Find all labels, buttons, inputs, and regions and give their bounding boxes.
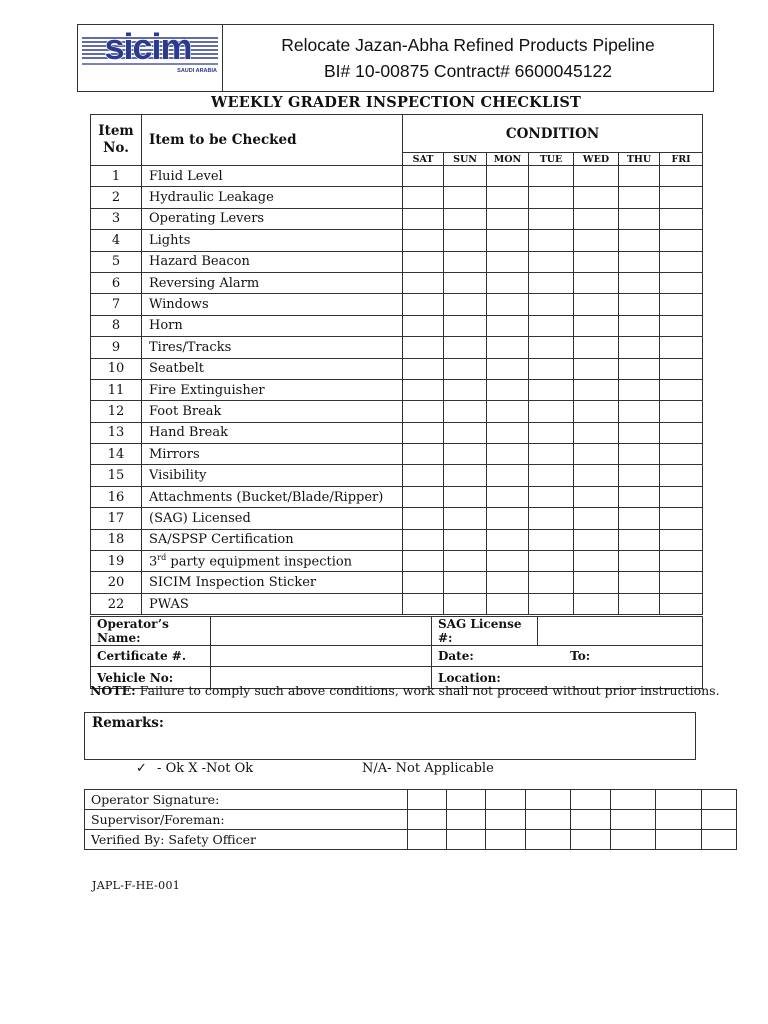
day-header-sat: SAT bbox=[403, 153, 444, 166]
signature-cell[interactable] bbox=[611, 810, 656, 830]
item-number: 4 bbox=[91, 230, 142, 251]
condition-cell-sat[interactable] bbox=[403, 251, 444, 272]
checklist-row bbox=[91, 422, 703, 443]
condition-cell-fri[interactable] bbox=[660, 187, 703, 208]
signature-cell[interactable] bbox=[656, 790, 702, 810]
item-name-superscript: rd bbox=[157, 553, 167, 563]
condition-cell-sun[interactable] bbox=[444, 508, 487, 529]
checklist-row bbox=[91, 486, 703, 507]
condition-cell-sat[interactable] bbox=[403, 294, 444, 315]
condition-cell-fri[interactable] bbox=[660, 572, 703, 593]
checklist-row bbox=[91, 401, 703, 422]
condition-cell-tue[interactable] bbox=[529, 337, 574, 358]
item-name: Hydraulic Leakage bbox=[142, 187, 403, 208]
condition-cell-thu[interactable] bbox=[619, 315, 660, 336]
checklist-row bbox=[91, 230, 703, 251]
condition-cell-sun[interactable] bbox=[444, 379, 487, 400]
item-name: (SAG) Licensed bbox=[142, 508, 403, 529]
item-name: Seatbelt bbox=[142, 358, 403, 379]
condition-cell-sun[interactable] bbox=[444, 208, 487, 229]
contract-number: BI# 10-00875 Contract# 6600045122 bbox=[323, 61, 612, 81]
condition-cell-sun[interactable] bbox=[444, 551, 487, 572]
item-name: Windows bbox=[142, 294, 403, 315]
condition-cell-thu[interactable] bbox=[619, 486, 660, 507]
condition-cell-mon[interactable] bbox=[487, 551, 529, 572]
operator-name-field[interactable] bbox=[211, 617, 432, 646]
signature-cell[interactable] bbox=[486, 810, 526, 830]
condition-cell-wed[interactable] bbox=[574, 379, 619, 400]
condition-cell-fri[interactable] bbox=[660, 294, 703, 315]
checklist-row bbox=[91, 465, 703, 486]
remarks-box[interactable] bbox=[84, 712, 696, 760]
condition-cell-tue[interactable] bbox=[529, 401, 574, 422]
condition-cell-fri[interactable] bbox=[660, 529, 703, 550]
item-name bbox=[142, 551, 403, 572]
condition-cell-fri[interactable] bbox=[660, 422, 703, 443]
day-header-tue: TUE bbox=[529, 153, 574, 166]
condition-cell-sun[interactable] bbox=[444, 572, 487, 593]
condition-cell-mon[interactable] bbox=[487, 166, 529, 187]
condition-cell-fri[interactable] bbox=[660, 379, 703, 400]
checklist-row bbox=[91, 593, 703, 614]
condition-cell-wed[interactable] bbox=[574, 187, 619, 208]
condition-cell-mon[interactable] bbox=[487, 358, 529, 379]
item-name: Attachments (Bucket/Blade/Ripper) bbox=[142, 486, 403, 507]
condition-cell-mon[interactable] bbox=[487, 251, 529, 272]
condition-cell-wed[interactable] bbox=[574, 401, 619, 422]
item-name: Lights bbox=[142, 230, 403, 251]
signature-cell[interactable] bbox=[571, 810, 611, 830]
condition-cell-thu[interactable] bbox=[619, 272, 660, 293]
condition-cell-fri[interactable] bbox=[660, 551, 703, 572]
operator-name-label: Operator’s Name: bbox=[91, 617, 211, 646]
condition-cell-wed[interactable] bbox=[574, 422, 619, 443]
condition-cell-wed[interactable] bbox=[574, 444, 619, 465]
condition-cell-wed[interactable] bbox=[574, 315, 619, 336]
item-name-rest: party equipment inspection bbox=[166, 554, 353, 570]
day-header-wed: WED bbox=[574, 153, 619, 166]
item-number: 14 bbox=[91, 444, 142, 465]
condition-cell-sun[interactable] bbox=[444, 529, 487, 550]
signature-row bbox=[85, 790, 737, 810]
condition-cell-sun[interactable] bbox=[444, 593, 487, 614]
condition-cell-mon[interactable] bbox=[487, 422, 529, 443]
signature-label: Supervisor/Foreman: bbox=[85, 810, 408, 830]
condition-cell-mon[interactable] bbox=[487, 294, 529, 315]
condition-cell-thu[interactable] bbox=[619, 208, 660, 229]
condition-cell-mon[interactable] bbox=[487, 315, 529, 336]
vehicle-no-label: Vehicle No: bbox=[91, 667, 211, 688]
checklist-row bbox=[91, 379, 703, 400]
checklist-row bbox=[91, 529, 703, 550]
condition-cell-sun[interactable] bbox=[444, 465, 487, 486]
legend-na: N/A- Not Applicable bbox=[362, 761, 494, 776]
item-name: Visibility bbox=[142, 465, 403, 486]
condition-cell-thu[interactable] bbox=[619, 379, 660, 400]
condition-cell-sat[interactable] bbox=[403, 379, 444, 400]
checklist-row bbox=[91, 166, 703, 187]
signature-cell[interactable] bbox=[526, 790, 571, 810]
item-number: 19 bbox=[91, 551, 142, 572]
item-name: SA/SPSP Certification bbox=[142, 529, 403, 550]
condition-cell-sat[interactable] bbox=[403, 166, 444, 187]
condition-cell-tue[interactable] bbox=[529, 315, 574, 336]
checklist-title: WEEKLY GRADER INSPECTION CHECKLIST bbox=[210, 94, 582, 111]
condition-cell-sun[interactable] bbox=[444, 444, 487, 465]
item-name: Foot Break bbox=[142, 401, 403, 422]
item-number: 2 bbox=[91, 187, 142, 208]
condition-cell-sat[interactable] bbox=[403, 508, 444, 529]
condition-cell-sun[interactable] bbox=[444, 187, 487, 208]
condition-cell-wed[interactable] bbox=[574, 486, 619, 507]
checklist-row bbox=[91, 272, 703, 293]
signature-cell[interactable] bbox=[611, 830, 656, 850]
condition-cell-tue[interactable] bbox=[529, 465, 574, 486]
condition-cell-sat[interactable] bbox=[403, 422, 444, 443]
project-title: Relocate Jazan-Abha Refined Products Pipeline bbox=[281, 35, 655, 55]
item-name: Fire Extinguisher bbox=[142, 379, 403, 400]
condition-cell-wed[interactable] bbox=[574, 272, 619, 293]
condition-cell-sun[interactable] bbox=[444, 358, 487, 379]
item-number: 7 bbox=[91, 294, 142, 315]
condition-cell-tue[interactable] bbox=[529, 551, 574, 572]
condition-cell-sat[interactable] bbox=[403, 230, 444, 251]
condition-cell-fri[interactable] bbox=[660, 315, 703, 336]
condition-cell-tue[interactable] bbox=[529, 166, 574, 187]
condition-cell-wed[interactable] bbox=[574, 465, 619, 486]
condition-cell-tue[interactable] bbox=[529, 187, 574, 208]
checklist-row bbox=[91, 508, 703, 529]
condition-cell-mon[interactable] bbox=[487, 465, 529, 486]
to-label: To: bbox=[570, 649, 591, 664]
date-label: Date: bbox=[438, 649, 474, 664]
note-text bbox=[90, 683, 720, 698]
condition-cell-sat[interactable] bbox=[403, 401, 444, 422]
condition-cell-sun[interactable] bbox=[444, 272, 487, 293]
condition-cell-tue[interactable] bbox=[529, 358, 574, 379]
condition-cell-wed[interactable] bbox=[574, 166, 619, 187]
condition-cell-sat[interactable] bbox=[403, 272, 444, 293]
day-header-mon: MON bbox=[487, 153, 529, 166]
condition-cell-sat[interactable] bbox=[403, 187, 444, 208]
condition-cell-tue[interactable] bbox=[529, 593, 574, 614]
signature-cell[interactable] bbox=[447, 830, 486, 850]
signature-body bbox=[85, 790, 737, 850]
condition-cell-sat[interactable] bbox=[403, 358, 444, 379]
checkmark-icon: ✓ bbox=[136, 761, 147, 776]
condition-cell-thu[interactable] bbox=[619, 551, 660, 572]
document-header bbox=[77, 24, 714, 92]
condition-cell-sun[interactable] bbox=[444, 166, 487, 187]
condition-cell-fri[interactable] bbox=[660, 593, 703, 614]
condition-cell-wed[interactable] bbox=[574, 337, 619, 358]
condition-cell-wed[interactable] bbox=[574, 251, 619, 272]
item-number: 8 bbox=[91, 315, 142, 336]
location-label: Location: bbox=[438, 670, 501, 685]
signature-cell[interactable] bbox=[571, 790, 611, 810]
certificate-label: Certificate #. bbox=[91, 646, 211, 667]
checklist-row bbox=[91, 358, 703, 379]
condition-cell-thu[interactable] bbox=[619, 465, 660, 486]
condition-cell-mon[interactable] bbox=[487, 187, 529, 208]
signature-cell[interactable] bbox=[656, 830, 702, 850]
condition-cell-sat[interactable] bbox=[403, 529, 444, 550]
checklist-body bbox=[91, 166, 703, 615]
item-number: 20 bbox=[91, 572, 142, 593]
condition-cell-sun[interactable] bbox=[444, 315, 487, 336]
item-name: Fluid Level bbox=[142, 166, 403, 187]
item-name: SICIM Inspection Sticker bbox=[142, 572, 403, 593]
note-body: Failure to comply such above conditions, work shall not proceed without prior instructions. bbox=[135, 683, 720, 698]
day-header-thu: THU bbox=[619, 153, 660, 166]
legend-ok bbox=[136, 761, 253, 776]
sicim-logo-icon bbox=[78, 25, 222, 91]
condition-cell-wed[interactable] bbox=[574, 294, 619, 315]
condition-cell-fri[interactable] bbox=[660, 444, 703, 465]
condition-cell-fri[interactable] bbox=[660, 401, 703, 422]
item-name-part: 3 bbox=[149, 554, 158, 570]
remarks-label: Remarks: bbox=[92, 715, 164, 731]
checklist-row bbox=[91, 572, 703, 593]
checklist-row bbox=[91, 337, 703, 358]
condition-cell-fri[interactable] bbox=[660, 358, 703, 379]
checklist-row bbox=[91, 208, 703, 229]
signature-label: Verified By: Safety Officer bbox=[85, 830, 408, 850]
condition-cell-wed[interactable] bbox=[574, 551, 619, 572]
signature-cell[interactable] bbox=[408, 810, 447, 830]
checklist-row bbox=[91, 294, 703, 315]
condition-cell-thu[interactable] bbox=[619, 422, 660, 443]
condition-cell-mon[interactable] bbox=[487, 230, 529, 251]
condition-cell-wed[interactable] bbox=[574, 529, 619, 550]
item-number: 18 bbox=[91, 529, 142, 550]
item-name: Reversing Alarm bbox=[142, 272, 403, 293]
signature-label: Operator Signature: bbox=[85, 790, 408, 810]
signature-cell[interactable] bbox=[447, 790, 486, 810]
condition-cell-fri[interactable] bbox=[660, 272, 703, 293]
operator-info-table bbox=[90, 616, 703, 689]
condition-cell-wed[interactable] bbox=[574, 208, 619, 229]
sag-license-field[interactable] bbox=[538, 617, 703, 646]
condition-cell-mon[interactable] bbox=[487, 529, 529, 550]
condition-cell-thu[interactable] bbox=[619, 508, 660, 529]
condition-cell-thu[interactable] bbox=[619, 166, 660, 187]
day-header-sun: SUN bbox=[444, 153, 487, 166]
item-number: 6 bbox=[91, 272, 142, 293]
condition-cell-fri[interactable] bbox=[660, 208, 703, 229]
signature-cell[interactable] bbox=[486, 790, 526, 810]
condition-cell-sat[interactable] bbox=[403, 337, 444, 358]
condition-cell-mon[interactable] bbox=[487, 572, 529, 593]
condition-cell-thu[interactable] bbox=[619, 572, 660, 593]
condition-cell-wed[interactable] bbox=[574, 593, 619, 614]
condition-cell-thu[interactable] bbox=[619, 187, 660, 208]
condition-cell-mon[interactable] bbox=[487, 379, 529, 400]
condition-cell-thu[interactable] bbox=[619, 251, 660, 272]
signature-cell[interactable] bbox=[486, 830, 526, 850]
item-number: 22 bbox=[91, 593, 142, 614]
checklist-row bbox=[91, 444, 703, 465]
condition-cell-mon[interactable] bbox=[487, 401, 529, 422]
signature-cell[interactable] bbox=[702, 790, 737, 810]
condition-cell-thu[interactable] bbox=[619, 230, 660, 251]
condition-cell-sun[interactable] bbox=[444, 337, 487, 358]
signature-cell[interactable] bbox=[526, 810, 571, 830]
condition-cell-tue[interactable] bbox=[529, 508, 574, 529]
condition-cell-sat[interactable] bbox=[403, 572, 444, 593]
item-number: 13 bbox=[91, 422, 142, 443]
condition-cell-sat[interactable] bbox=[403, 444, 444, 465]
condition-cell-tue[interactable] bbox=[529, 422, 574, 443]
condition-cell-fri[interactable] bbox=[660, 337, 703, 358]
condition-cell-thu[interactable] bbox=[619, 444, 660, 465]
item-name: Hand Break bbox=[142, 422, 403, 443]
signature-row bbox=[85, 830, 737, 850]
project-title-block bbox=[223, 25, 713, 91]
date-field[interactable] bbox=[432, 646, 703, 667]
checklist-row bbox=[91, 315, 703, 336]
condition-cell-tue[interactable] bbox=[529, 272, 574, 293]
condition-cell-sat[interactable] bbox=[403, 465, 444, 486]
condition-cell-sat[interactable] bbox=[403, 551, 444, 572]
condition-cell-fri[interactable] bbox=[660, 251, 703, 272]
condition-cell-mon[interactable] bbox=[487, 337, 529, 358]
signature-cell[interactable] bbox=[526, 830, 571, 850]
signature-cell[interactable] bbox=[408, 830, 447, 850]
condition-cell-sat[interactable] bbox=[403, 315, 444, 336]
condition-cell-fri[interactable] bbox=[660, 166, 703, 187]
item-number: 11 bbox=[91, 379, 142, 400]
item-number: 12 bbox=[91, 401, 142, 422]
item-number: 3 bbox=[91, 208, 142, 229]
inspection-checklist-table bbox=[90, 114, 703, 615]
signature-cell[interactable] bbox=[702, 830, 737, 850]
condition-cell-mon[interactable] bbox=[487, 444, 529, 465]
item-name: Operating Levers bbox=[142, 208, 403, 229]
item-number: 10 bbox=[91, 358, 142, 379]
item-number: 5 bbox=[91, 251, 142, 272]
condition-cell-mon[interactable] bbox=[487, 593, 529, 614]
item-number: 15 bbox=[91, 465, 142, 486]
condition-cell-sun[interactable] bbox=[444, 401, 487, 422]
signature-cell[interactable] bbox=[702, 810, 737, 830]
condition-cell-sun[interactable] bbox=[444, 230, 487, 251]
signature-cell[interactable] bbox=[611, 790, 656, 810]
condition-cell-fri[interactable] bbox=[660, 508, 703, 529]
day-header-fri: FRI bbox=[660, 153, 703, 166]
condition-cell-sat[interactable] bbox=[403, 208, 444, 229]
note-label: NOTE: bbox=[90, 683, 136, 698]
condition-cell-sat[interactable] bbox=[403, 486, 444, 507]
condition-cell-thu[interactable] bbox=[619, 529, 660, 550]
condition-cell-wed[interactable] bbox=[574, 572, 619, 593]
condition-header: CONDITION bbox=[403, 115, 703, 153]
item-name: Horn bbox=[142, 315, 403, 336]
condition-cell-tue[interactable] bbox=[529, 486, 574, 507]
condition-cell-thu[interactable] bbox=[619, 401, 660, 422]
condition-cell-sun[interactable] bbox=[444, 486, 487, 507]
condition-cell-tue[interactable] bbox=[529, 444, 574, 465]
certificate-field[interactable] bbox=[211, 646, 432, 667]
company-logo bbox=[78, 25, 223, 91]
signature-cell[interactable] bbox=[408, 790, 447, 810]
condition-cell-fri[interactable] bbox=[660, 230, 703, 251]
condition-cell-thu[interactable] bbox=[619, 593, 660, 614]
item-number: 1 bbox=[91, 166, 142, 187]
item-no-header: Item No. bbox=[91, 115, 142, 166]
signature-cell[interactable] bbox=[447, 810, 486, 830]
form-code: JAPL-F-HE-001 bbox=[92, 879, 181, 892]
item-name: Hazard Beacon bbox=[142, 251, 403, 272]
condition-cell-thu[interactable] bbox=[619, 337, 660, 358]
condition-cell-mon[interactable] bbox=[487, 272, 529, 293]
condition-cell-fri[interactable] bbox=[660, 486, 703, 507]
checklist-row bbox=[91, 251, 703, 272]
condition-cell-wed[interactable] bbox=[574, 508, 619, 529]
item-name: PWAS bbox=[142, 593, 403, 614]
condition-cell-thu[interactable] bbox=[619, 358, 660, 379]
condition-cell-tue[interactable] bbox=[529, 572, 574, 593]
svg-text:SAUDI ARABIA: SAUDI ARABIA bbox=[177, 68, 217, 74]
condition-cell-mon[interactable] bbox=[487, 486, 529, 507]
item-number: 16 bbox=[91, 486, 142, 507]
condition-cell-tue[interactable] bbox=[529, 208, 574, 229]
item-name: Tires/Tracks bbox=[142, 337, 403, 358]
legend-ok-text: - Ok X -Not Ok bbox=[157, 761, 254, 776]
condition-cell-sat[interactable] bbox=[403, 593, 444, 614]
checklist-row bbox=[91, 187, 703, 208]
condition-cell-wed[interactable] bbox=[574, 358, 619, 379]
condition-cell-tue[interactable] bbox=[529, 379, 574, 400]
signature-cell[interactable] bbox=[571, 830, 611, 850]
condition-cell-thu[interactable] bbox=[619, 294, 660, 315]
condition-cell-tue[interactable] bbox=[529, 294, 574, 315]
condition-cell-tue[interactable] bbox=[529, 230, 574, 251]
item-name: Mirrors bbox=[142, 444, 403, 465]
condition-cell-sun[interactable] bbox=[444, 251, 487, 272]
condition-cell-tue[interactable] bbox=[529, 251, 574, 272]
condition-cell-tue[interactable] bbox=[529, 529, 574, 550]
condition-cell-mon[interactable] bbox=[487, 508, 529, 529]
svg-text:sicim: sicim bbox=[104, 26, 192, 67]
sag-license-label: SAG License #: bbox=[432, 617, 538, 646]
item-number: 17 bbox=[91, 508, 142, 529]
signature-table bbox=[84, 789, 737, 850]
condition-cell-mon[interactable] bbox=[487, 208, 529, 229]
item-number: 9 bbox=[91, 337, 142, 358]
checklist-row bbox=[91, 551, 703, 572]
item-header: Item to be Checked bbox=[142, 115, 403, 166]
signature-row bbox=[85, 810, 737, 830]
condition-cell-wed[interactable] bbox=[574, 230, 619, 251]
condition-cell-sun[interactable] bbox=[444, 294, 487, 315]
condition-cell-sun[interactable] bbox=[444, 422, 487, 443]
condition-cell-fri[interactable] bbox=[660, 465, 703, 486]
signature-cell[interactable] bbox=[656, 810, 702, 830]
